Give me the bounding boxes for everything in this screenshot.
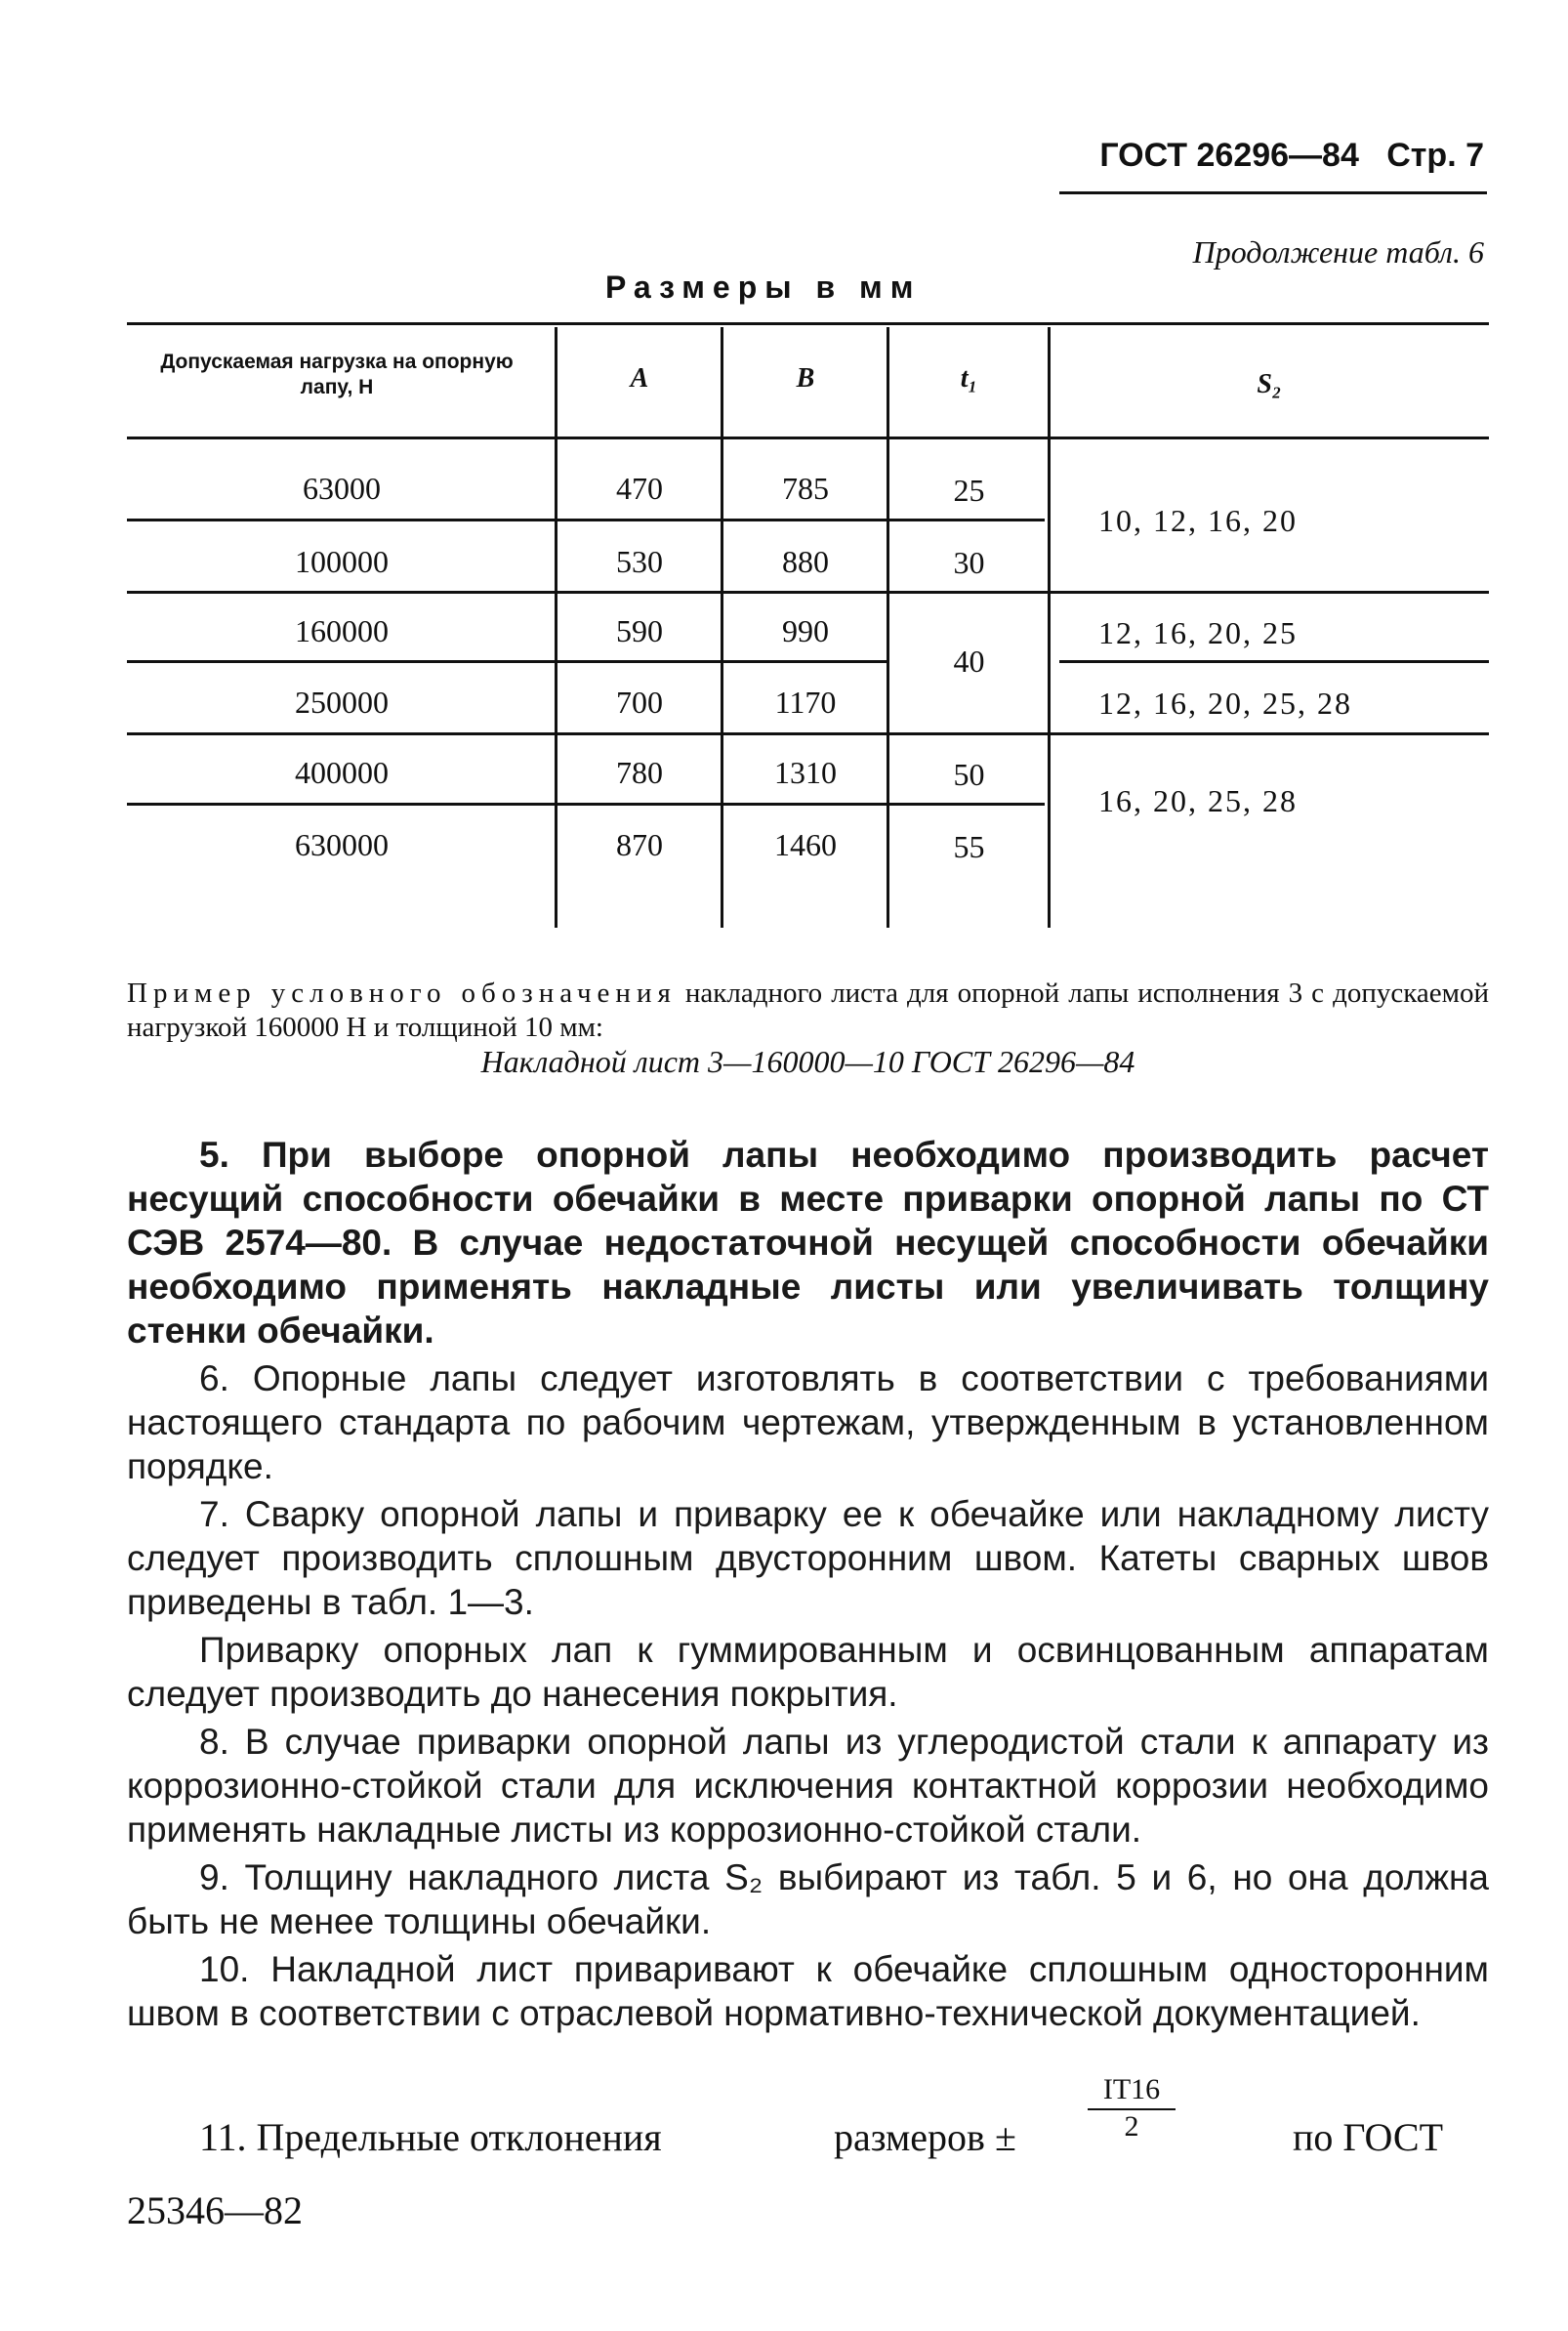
paragraph-11-start: 11. Предельные отклонения [199, 2115, 662, 2159]
row-rule [127, 803, 1045, 806]
tolerance-fraction [1088, 2073, 1176, 2144]
cell-load: 160000 [295, 613, 389, 648]
cell-a: 870 [616, 827, 663, 862]
paragraph-5: 5. При выборе опорной лапы необходимо производить расчет несущий способности обечайки в месте приварки опорной лапы по СТ СЭВ 2574—80. В случае недостаточной несущей способности обечайки необходимо применять накладные листы или увеличивать толщину стенки обечайки. [127, 1135, 1489, 1351]
cell-a: 590 [616, 613, 663, 648]
cell-load: 63000 [303, 471, 381, 506]
table-continuation-label: Продолжение табл. 6 [1192, 234, 1484, 270]
cell-load: 630000 [295, 827, 389, 862]
row-rule [127, 519, 1045, 521]
cell-t1: 55 [953, 829, 985, 864]
cell-s2: 16, 20, 25, 28 [1098, 783, 1298, 818]
designation-example [127, 977, 1489, 1079]
cell-b: 785 [782, 471, 829, 506]
header-b: B [796, 363, 815, 394]
cell-a: 700 [616, 685, 663, 720]
page-number: Стр. 7 [1386, 137, 1484, 174]
paragraph-7-continued: Приварку опорных лап к гуммированным и освинцованным аппаратам следует производить до нанесения покрытия. [127, 1630, 1489, 1714]
fraction-denominator: 2 [1124, 2110, 1139, 2143]
page-header [1064, 137, 1484, 175]
body-text [127, 1133, 1489, 2039]
header-s2: S₂ [1257, 369, 1282, 399]
paragraph-11-end: по ГОСТ [1293, 2115, 1444, 2159]
cell-load: 100000 [295, 544, 389, 579]
example-designation: Накладной лист 3—160000—10 ГОСТ 26296—84 [480, 1044, 1135, 1079]
table-top-rule [127, 322, 1489, 325]
row-rule [127, 591, 1489, 594]
table-header-rule [127, 437, 1489, 439]
paragraph-10: 10. Накладной лист приваривают к обечайке сплошным односторонним швом в соответствии с отраслевой нормативно-технической документацией. [127, 1949, 1489, 2033]
units-label: Размеры в мм [605, 270, 922, 305]
cell-t1: 50 [953, 757, 985, 792]
standard-number: ГОСТ 26296—84 [1099, 137, 1359, 174]
row-rule [127, 660, 888, 663]
header-load: Допускаемая нагрузка на опорную лапу, Н [160, 351, 514, 398]
example-lead: Пример условного обозначения [127, 978, 677, 1009]
paragraph-7: 7. Сварку опорной лапы и приварку ее к обечайке или накладному листу следует производить сплошным двусторонним швом. Катеты сварных швов приведены в табл. 1—3. [127, 1494, 1489, 1622]
cell-b: 1460 [774, 827, 837, 862]
paragraph-9: 9. Толщину накладного листа S₂ выбирают из табл. 5 и 6, но она должна быть не менее толщины обечайки. [127, 1857, 1489, 1941]
fraction-numerator: IT16 [1088, 2073, 1176, 2110]
row-rule [1059, 660, 1489, 663]
cell-a: 530 [616, 544, 663, 579]
cell-s2: 12, 16, 20, 25, 28 [1098, 686, 1352, 721]
paragraph-11-continuation: 25346—82 [127, 2188, 303, 2232]
cell-t1: 25 [953, 473, 985, 508]
cell-a: 470 [616, 471, 663, 506]
row-rule [127, 732, 1489, 735]
paragraph-11-sizes: размеров ± [834, 2115, 1016, 2159]
cell-t1: 40 [953, 644, 985, 679]
cell-b: 990 [782, 613, 829, 648]
example-text: накладного листа для опорной лапы исполнения 3 с допускаемой нагрузкой 160000 Н и толщиной 10 мм: [127, 978, 1489, 1043]
paragraph-8: 8. В случае приварки опорной лапы из углеродистой стали к аппарату из коррозионно-стойкой стали для исключения контактной коррозии необходимо применять накладные листы из коррозионно-стойкой стали. [127, 1722, 1489, 1850]
cell-a: 780 [616, 755, 663, 790]
cell-t1: 30 [953, 545, 985, 580]
cell-b: 1310 [774, 755, 837, 790]
cell-b: 1170 [774, 685, 837, 720]
cell-s2: 12, 16, 20, 25 [1098, 615, 1298, 650]
cell-load: 400000 [295, 755, 389, 790]
header-a: A [630, 363, 649, 394]
cell-s2: 10, 12, 16, 20 [1098, 503, 1298, 538]
paragraph-6: 6. Опорные лапы следует изготовлять в соответствии с требованиями настоящего стандарта по рабочим чертежам, утвержденным в установленном порядке. [127, 1358, 1489, 1486]
cell-b: 880 [782, 544, 829, 579]
header-t1: t₁ [960, 363, 978, 394]
cell-load: 250000 [295, 685, 389, 720]
header-rule [1059, 191, 1487, 194]
